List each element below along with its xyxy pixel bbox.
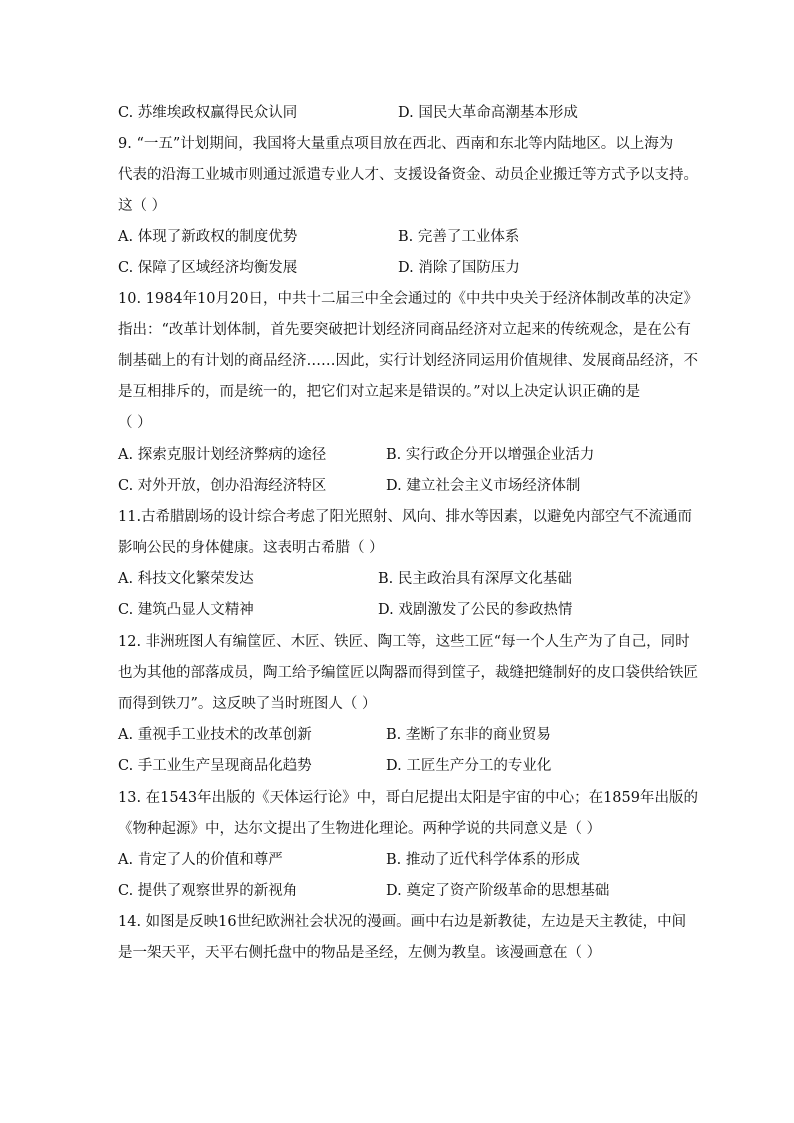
q9-stem-line-3: 这（ ） — [118, 198, 167, 214]
q10-option-b: B. 实行政企分开以增强企业活力 — [386, 447, 595, 463]
q11-option-d: D. 戏剧激发了公民的参政热情 — [378, 602, 573, 618]
q14-stem-line-2: 是一架天平，天平右侧托盘中的物品是圣经，左侧为教皇。该漫画意在（ ） — [118, 945, 602, 961]
q10-option-c: C. 对外开放，创办沿海经济特区 — [118, 478, 327, 494]
q12-option-d: D. 工匠生产分工的专业化 — [386, 758, 552, 774]
q11-stem-line-1: 11.古希腊剧场的设计综合考虑了阳光照射、风向、排水等因素，以避免内部空气不流通而 — [118, 509, 693, 525]
q10-stem-line-4: 是互相排斥的，而是统一的，把它们对立起来是错误的。”对以上决定认识正确的是 — [118, 384, 641, 400]
q13-stem-line-2: 《物种起源》中，达尔文提出了生物进化理论。两种学说的共同意义是（ ） — [118, 821, 602, 837]
q12-stem-line-3: 而得到铁刀”。这反映了当时班图人（ ） — [118, 696, 377, 712]
q9-stem-line-1: 9. “一五”计划期间，我国将大量重点项目放在西北、西南和东北等内陆地区。以上海为 — [118, 136, 674, 152]
q14-stem-line-1: 14. 如图是反映16世纪欧洲社会状况的漫画。画中右边是新教徒，左边是天主教徒，中间 — [118, 914, 687, 930]
q10-option-a: A. 探索克服计划经济弊病的途径 — [118, 447, 327, 463]
q10-stem-line-5: （ ） — [118, 415, 152, 431]
q13-option-a: A. 肯定了人的价值和尊严 — [118, 852, 283, 868]
q13-option-c: C. 提供了观察世界的新视角 — [118, 883, 298, 899]
q10-option-d: D. 建立社会主义市场经济体制 — [386, 478, 581, 494]
q11-stem-line-2: 影响公民的身体健康。这表明古希腊（ ） — [118, 540, 384, 556]
q10-stem-line-2: 指出：“改革计划体制，首先要突破把计划经济同商品经济对立起来的传统观念，是在公有 — [118, 322, 691, 338]
q10-stem-line-3: 制基础上的有计划的商品经济……因此，实行计划经济同运用价值规律、发展商品经济，不 — [118, 353, 698, 369]
q8-option-c: C. 苏维埃政权赢得民众认同 — [118, 105, 298, 121]
q8-option-d: D. 国民大革命高潮基本形成 — [398, 105, 578, 121]
q12-option-b: B. 垄断了东非的商业贸易 — [386, 727, 551, 743]
q10-stem-line-1: 10. 1984年10月20日，中共十二届三中全会通过的《中共中央关于经济体制改革的决定》 — [118, 291, 698, 307]
q9-stem-line-2: 代表的沿海工业城市则通过派遣专业人才、支援设备资金、动员企业搬迁等方式予以支持。 — [118, 167, 698, 183]
q13-option-d: D. 奠定了资产阶级革命的思想基础 — [386, 883, 610, 899]
q9-option-a: A. 体现了新政权的制度优势 — [118, 229, 298, 245]
q9-option-d: D. 消除了国防压力 — [398, 260, 520, 276]
q9-option-c: C. 保障了区域经济均衡发展 — [118, 260, 298, 276]
q13-option-b: B. 推动了近代科学体系的形成 — [386, 852, 580, 868]
q12-option-a: A. 重视手工业技术的改革创新 — [118, 727, 312, 743]
q11-option-b: B. 民主政治具有深厚文化基础 — [378, 571, 572, 587]
q12-stem-line-2: 也为其他的部落成员，陶工给予编筐匠以陶器而得到筐子，裁缝把缝制好的皮口袋供给铁匠 — [118, 665, 698, 681]
q9-option-b: B. 完善了工业体系 — [398, 229, 520, 245]
q11-option-c: C. 建筑凸显人文精神 — [118, 602, 254, 618]
q13-stem-line-1: 13. 在1543年出版的《天体运行论》中，哥白尼提出太阳是宇宙的中心；在1859年出版的 — [118, 790, 698, 806]
q11-option-a: A. 科技文化繁荣发达 — [118, 571, 254, 587]
q12-option-c: C. 手工业生产呈现商品化趋势 — [118, 758, 312, 774]
q12-stem-line-1: 12. 非洲班图人有编筐匠、木匠、铁匠、陶工等，这些工匠“每一个人生产为了自己，同时 — [118, 634, 690, 650]
